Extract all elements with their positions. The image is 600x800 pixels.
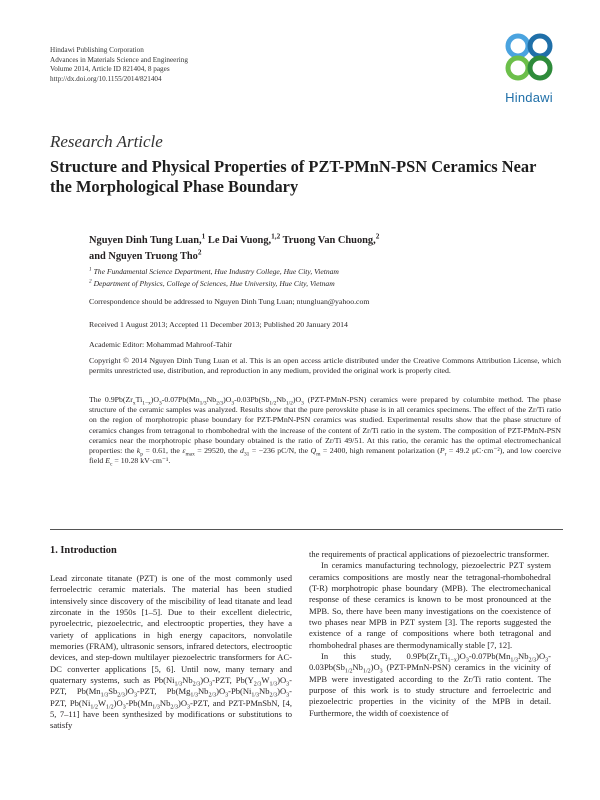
article-dates: Received 1 August 2013; Accepted 11 December 2013; Published 20 January 2014 [89,320,348,329]
author-1[interactable]: Nguyen Dinh Tung Luan, [89,235,202,246]
author-1-affil: 1 [201,232,206,241]
affiliation-1-num: 1 [89,266,92,273]
intro-p1-start: Lead zirconate titanate (PZT) is one of the most commonly used ferroelectric ceramic materials. The material has been studied intensively since discovery of the miscibility of lead titanate and lead zirconate in the 1950s [1–5]. Due to their excellent dielectric, pyroelectric, piezoelectric, and electrooptic properties, they have a variety of applications in high energy capacitors, nonvolatile memories (FRAM), ultrasonic sensors, infrared detectors, electrooptic devices, and step-down multilayer piezoelectric transformers for AC-DC converter applications [5, 6]. Until now, many ternary and quaternary systems, such as [50,573,292,686]
intro-paragraph-1: Lead zirconate titanate (PZT) is one of the most commonly used ferroelectric ceramic materials. The material has been studied intensively since discovery of the miscibility of lead titanate and lead zirconate in the 1950s [1–5]. Due to their excellent dielectric, pyroelectric, piezoelectric, and electrooptic properties, they have a variety of applications in high energy capacitors, nonvolatile memories (FRAM), ultrasonic sensors, infrared detectors, electrooptic devices, and step-down multilayer piezoelectric transformers for AC-DC converter applications [5, 6]. Until now, many ternary and quaternary systems, such as $Pb(Ni_{1/3}Nb_{2/3})O_3$-PZT, $Pb(Y_{2/3}W_{1/3})O_3$-PZT, $Pb(Mn_{1/3}Sb_{2/3})O_3$-PZT, $Pb(Mg_{1/3}Nb_{2/3})O_3-Pb(Ni_{1/3}Nb_{2/3})O_3$-PZT, $Pb(Ni_{1/2}W_{1/2})O_3-Pb(Mn_{1/3}Nb_{2/3})O_3$-PZT, and PZT-PMnSbN, [4, 5, 7–11] have been synthesized by modifications or substitutions to satisfy [50,573,292,731]
author-2-affil: 1,2 [271,232,281,241]
d31-value: −236 pC/N [258,446,295,456]
abstract-body: ceramics were prepared by columbite method. The phase structure of the ceramic samples was analyzed. Results show that the pure perovskite phase is in all ceramics specimens. The effect of the Zr/Ti ratio on the region of morphotropic phase boundary for PZT-PMnN-PSN ceramics was studied. Experimental results show that the phase structure of ceramics changes from tetragonal to rhombohedral with the increase of the content of Zr/Ti ratio in the system. The composition of PZT-PMnN-PSN ceramics near the morphotropic phase boundary obtained is the ratio of Zr/Ti 49/51. At this ratio, the ceramic has the optimal electromechanical properties: the [89,395,561,456]
correspondence: Correspondence should be addressed to Nguyen Dinh Tung Luan; ntungluan@yahoo.com [89,297,370,306]
intro-paragraph-2: In ceramics manufacturing technology, piezoelectric PZT system ceramics compositions are mostly near the tetragonal-rhombohedral (T-R) morphotropic phase boundary (MPB). The electromechanical response of these ceramics is known to be most pronounced at the MPB. So, there have been many investigations on the coexistence of two phases near MPB in PZT system [3]. The reports suggested the existence of a range of compositions where both tetragonal and rhombohedral phases are thermodynamically stable [7, 12]. [309,560,551,650]
logo-ring-2 [530,36,550,56]
doi-link[interactable]: http://dx.doi.org/10.1155/2014/821404 [50,74,162,83]
intro-paragraph-1-cont: the requirements of practical applications of piezoelectric transformer. [309,549,550,559]
qm-value: 2400 [329,446,346,456]
affiliation-2 [89,279,559,289]
emax-value: 29520 [204,446,224,456]
affiliation-1 [89,267,559,277]
intro-p3-start: In this study, [321,651,392,662]
logo-ring-1 [508,36,528,56]
affiliation-1-text: The Fundamental Science Department, Hue Industry College, Hue City, Vietnam [93,267,339,276]
author-3-affil: 2 [375,232,380,241]
journal-header [50,46,188,84]
affiliation-2-num: 2 [89,278,92,285]
abstract: The $0.9Pb(Zr_xTi_{1-x})O_3-0.07Pb(Mn_{1/3}Nb_{2/3})O_3-0.03Pb(Sb_{1/2}Nb_{1/2})O_3$ (PZT-PMnN-PSN) ceramics were prepared by columbite method. The phase structure of the ceramic samples was analyzed. Results show that the pure perovskite phase is in all ceramics specimens. The effect of the Zr/Ti ratio on the region of morphotropic phase boundary for PZT-PMnN-PSN ceramics was studied. Experimental results show that the phase structure of ceramics changes from tetragonal to rhombohedral with the increase of the content of Zr/Ti ratio in the system. The composition of PZT-PMnN-PSN ceramics near the morphotropic phase boundary obtained is the ratio of Zr/Ti 49/51. At this ratio, the ceramic has the optimal electromechanical properties: the $k_p = 0.61$, the $\varepsilon_{max} = 29520$, the $d_{31} = -236$ pC/N, the $Q_m = 2400$, high remanent polarization ($P_r = 49.2$ μC·cm⁻²), and low coercive field $E_c = 10.28$ kV·cm⁻¹. [89,395,562,468]
abstract-formula-label: (PZT-PMnN-PSN) [307,395,367,404]
author-3[interactable]: Truong Van Chuong, [282,235,376,246]
logo-ring-4 [530,58,550,78]
intro-p1-end: and PZT-PMnSbN, [4, 5, 7–11] have been synthesized by modifications or substitutions to satisfy [50,697,292,731]
volume-line: Volume 2014, Article ID 821404, 8 pages [50,65,170,74]
section-divider [50,529,563,530]
article-type: Research Article [50,132,163,151]
intro-p3-end: ceramics in the vicinity of MPB were investigated according to the Zr/Ti ratio content. The purpose of this work is to study structure and ferroelectric and piezoelectric properties in the vicinity of the MPB in detail. Furthermore, the width of coexistence of [309,662,551,718]
section-heading-introduction: 1. Introduction [50,545,117,556]
copyright-notice: Copyright © 2014 Nguyen Dinh Tung Luan et al. This is an open access article distributed under the Creative Commons Attribution License, which permits unrestricted use, distribution, and reproduction in any medium, provided the original work is properly cited. [89,356,561,376]
publisher: Hindawi Publishing Corporation [50,46,144,54]
author-2[interactable]: Le Dai Vuong, [207,235,272,246]
intro-column-right [309,549,551,719]
journal-name: Advances in Materials Science and Engineering [50,55,188,64]
affiliation-2-text: Department of Physics, College of Sciences, Hue University, Hue City, Vietnam [93,279,335,288]
hindawi-logo-text: Hindawi [505,90,553,105]
author-list [89,233,559,264]
author-4[interactable]: and Nguyen Truong Tho [89,250,198,262]
author-4-affil: 2 [197,248,202,257]
ec-value: 10.28 kV·cm⁻¹ [120,456,169,466]
intro-column-left [50,573,292,732]
kp-value: 0.61 [152,446,166,456]
paper-title: Structure and Physical Properties of PZT-PMnN-PSN Ceramics Near the Morphological Phase Boundary [50,157,537,196]
academic-editor: Academic Editor: Mohammad Mahroof-Tahir [89,340,233,349]
logo-ring-3 [508,58,528,78]
pr-value: 49.2 μC·cm⁻² [455,446,500,456]
intro-paragraph-3: In this study, $0.9Pb(Zr_xTi_{1-x})O_3-0.07Pb(Mn_{1/3}Nb_{2/3})O_3-0.03Pb(Sb_{1/2}Nb_{1/2})O_3$ (PZT-PMnN-PSN) ceramics in the vicinity of MPB were investigated according to the Zr/Ti ratio content. The purpose of this work is to study structure and ferroelectric and piezoelectric properties in the vicinity of the MPB in detail. Furthermore, the width of coexistence of [309,651,551,718]
